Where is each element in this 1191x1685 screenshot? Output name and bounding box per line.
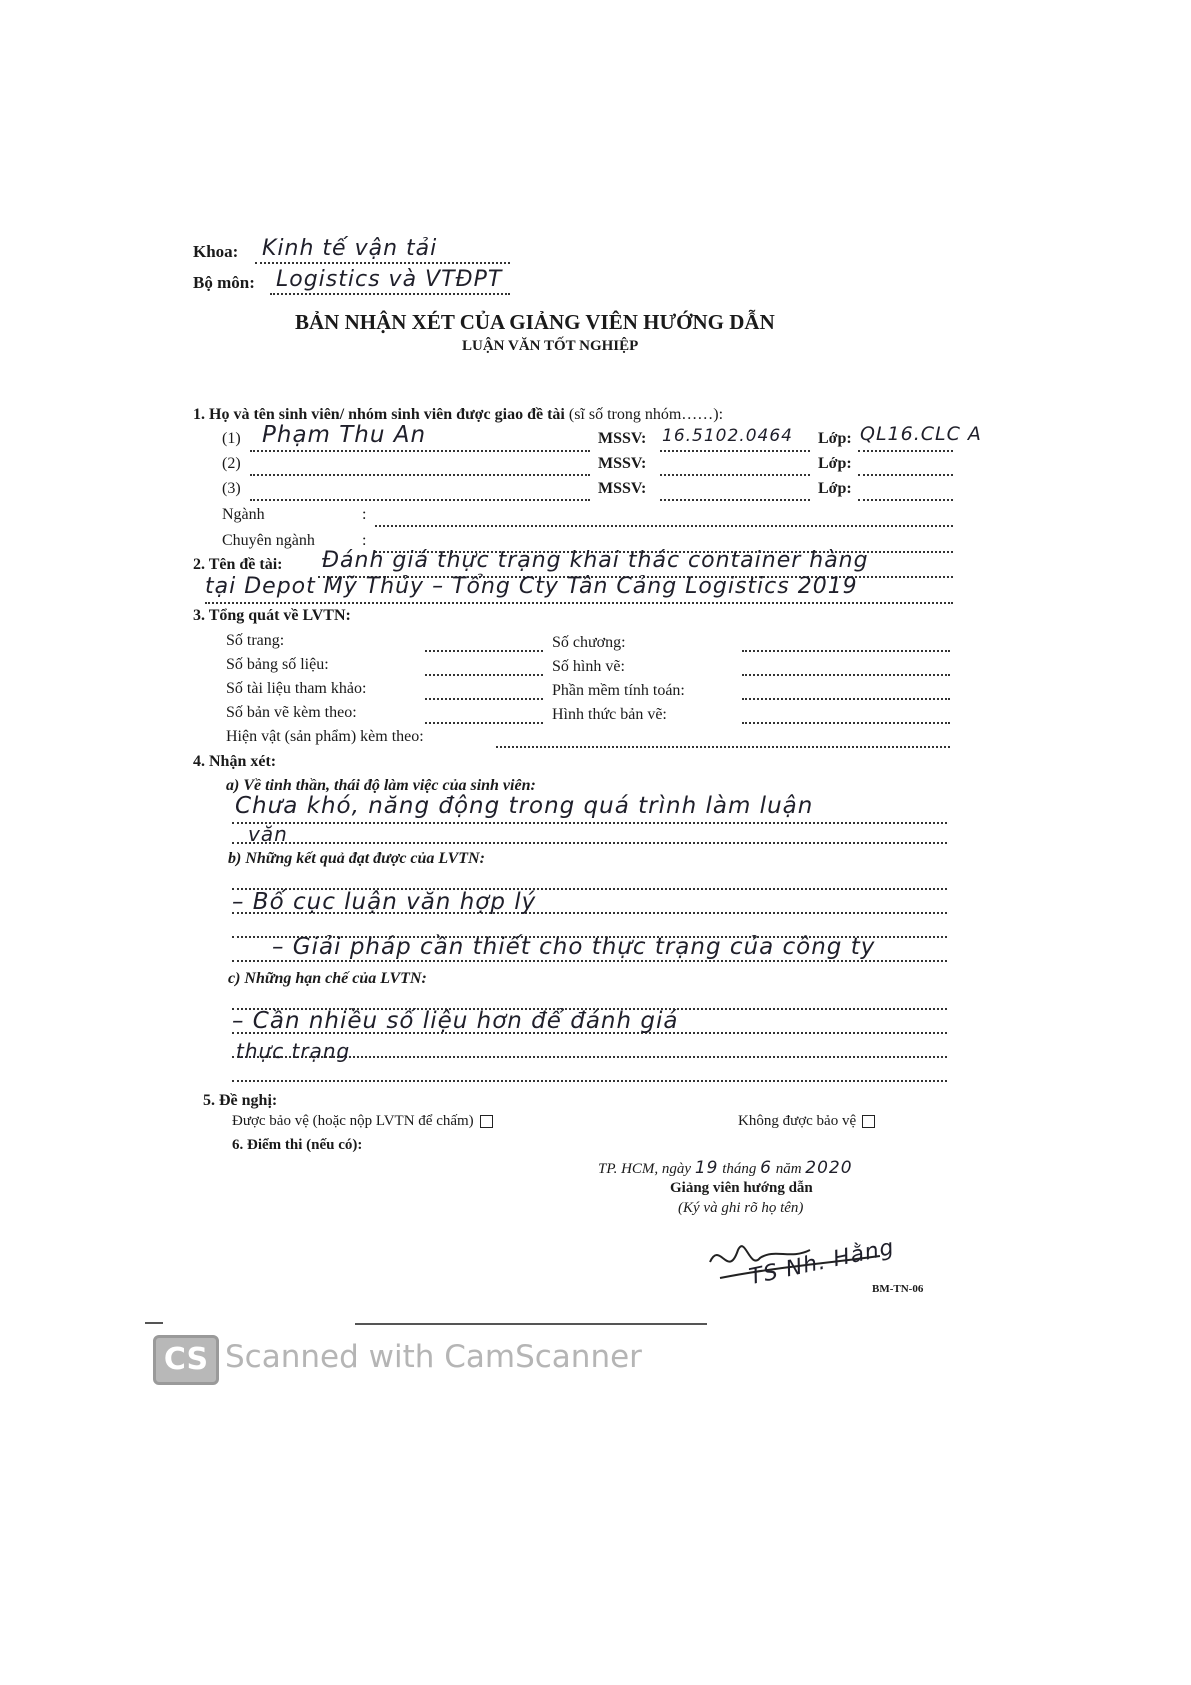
tongquat-right-1: Số chương: bbox=[552, 634, 626, 651]
tongquat-left-4: Số bản vẽ kèm theo: bbox=[226, 704, 357, 721]
camscanner-logo: CS bbox=[153, 1335, 219, 1385]
comment-a-label: a) Về tinh thần, thái độ làm việc của sinh viên: bbox=[226, 777, 536, 794]
nganh-label: Ngành bbox=[222, 506, 265, 523]
date-line: TP. HCM, ngày 19 tháng 6 năm 2020 bbox=[598, 1158, 853, 1178]
tongquat-right-4: Hình thức bản vẽ: bbox=[552, 706, 667, 723]
section4-heading: 4. Nhận xét: bbox=[193, 753, 277, 770]
comment-a-line-1: Chưa khó, năng động trong quá trình làm luận bbox=[235, 793, 814, 819]
approve-checkbox[interactable] bbox=[480, 1115, 493, 1128]
section3-heading: 3. Tổng quát về LVTN: bbox=[193, 607, 351, 624]
tongquat-right-3: Phần mềm tính toán: bbox=[552, 682, 685, 699]
student-1-lop: QL16.CLC A bbox=[860, 423, 982, 445]
topic-line-2: tại Depot Mỹ Thủy – Tổng Cty Tân Cảng Logistics 2019 bbox=[205, 574, 858, 599]
comment-b-line-2: – Giải pháp cần thiết cho thực trạng của công ty bbox=[272, 934, 876, 960]
topic-line-1: Đánh giá thực trạng khai thác container hàng bbox=[322, 548, 869, 573]
student-2-index: (2) bbox=[222, 455, 241, 472]
student-1-mssv: 16.5102.0464 bbox=[662, 426, 793, 446]
student-3-mssv-label: MSSV: bbox=[598, 480, 647, 497]
signature-role: Giảng viên hướng dẫn bbox=[670, 1180, 813, 1196]
section1-heading: 1. Họ và tên sinh viên/ nhóm sinh viên được giao đề tài (sĩ số trong nhóm……): bbox=[193, 406, 724, 423]
student-3-index: (3) bbox=[222, 480, 241, 497]
comment-b-line-1: – Bố cục luận văn hợp lý bbox=[232, 889, 537, 915]
section5-heading: 5. Đề nghị: bbox=[203, 1092, 278, 1109]
camscanner-watermark: Scanned with CamScanner bbox=[225, 1339, 642, 1375]
hienvat-label: Hiện vật (sản phẩm) kèm theo: bbox=[226, 728, 424, 745]
tongquat-left-2: Số bảng số liệu: bbox=[226, 656, 329, 673]
comment-c-label: c) Những hạn chế của LVTN: bbox=[228, 970, 427, 987]
tongquat-left-1: Số trang: bbox=[226, 632, 285, 649]
page-title: BẢN NHẬN XÉT CỦA GIẢNG VIÊN HƯỚNG DẪN bbox=[295, 310, 775, 334]
chuyennganh-label: Chuyên ngành bbox=[222, 532, 315, 549]
option-approve[interactable]: Được bảo vệ (hoặc nộp LVTN để chấm) bbox=[232, 1113, 493, 1130]
student-2-lop-label: Lớp: bbox=[818, 455, 852, 472]
form-code: BM-TN-06 bbox=[872, 1283, 924, 1295]
student-3-lop-label: Lớp: bbox=[818, 480, 852, 497]
nganh-colon: : bbox=[362, 506, 367, 523]
page-subtitle: LUẬN VĂN TỐT NGHIỆP bbox=[462, 338, 639, 354]
student-1-mssv-label: MSSV: bbox=[598, 430, 647, 447]
chuyennganh-colon: : bbox=[362, 532, 367, 549]
bomon-label: Bộ môn: bbox=[193, 273, 255, 292]
section6-heading: 6. Điểm thi (nếu có): bbox=[232, 1137, 363, 1153]
student-1-name: Phạm Thu An bbox=[262, 422, 427, 448]
student-1-index: (1) bbox=[222, 430, 241, 447]
comment-c-line-2: thực trạng bbox=[236, 1039, 351, 1063]
signature-instruction: (Ký và ghi rõ họ tên) bbox=[678, 1200, 804, 1216]
khoa-label: Khoa: bbox=[193, 242, 239, 261]
comment-b-label: b) Những kết quả đạt được của LVTN: bbox=[228, 850, 485, 867]
reject-checkbox[interactable] bbox=[862, 1115, 875, 1128]
khoa-value: Kinh tế vận tải bbox=[262, 236, 438, 261]
tongquat-left-3: Số tài liệu tham khảo: bbox=[226, 680, 367, 697]
student-1-lop-label: Lớp: bbox=[818, 430, 852, 447]
bomon-value: Logistics và VTĐPT bbox=[276, 267, 503, 292]
tongquat-right-2: Số hình vẽ: bbox=[552, 658, 625, 675]
section2-label: 2. Tên đề tài: bbox=[193, 556, 283, 573]
comment-c-line-1: – Cần nhiều số liệu hơn để đánh giá bbox=[232, 1008, 679, 1034]
comment-a-line-2: văn bbox=[248, 822, 288, 846]
student-2-mssv-label: MSSV: bbox=[598, 455, 647, 472]
option-reject[interactable]: Không được bảo vệ bbox=[738, 1113, 875, 1130]
signer-name: TS Nh. Hằng bbox=[747, 1234, 897, 1291]
